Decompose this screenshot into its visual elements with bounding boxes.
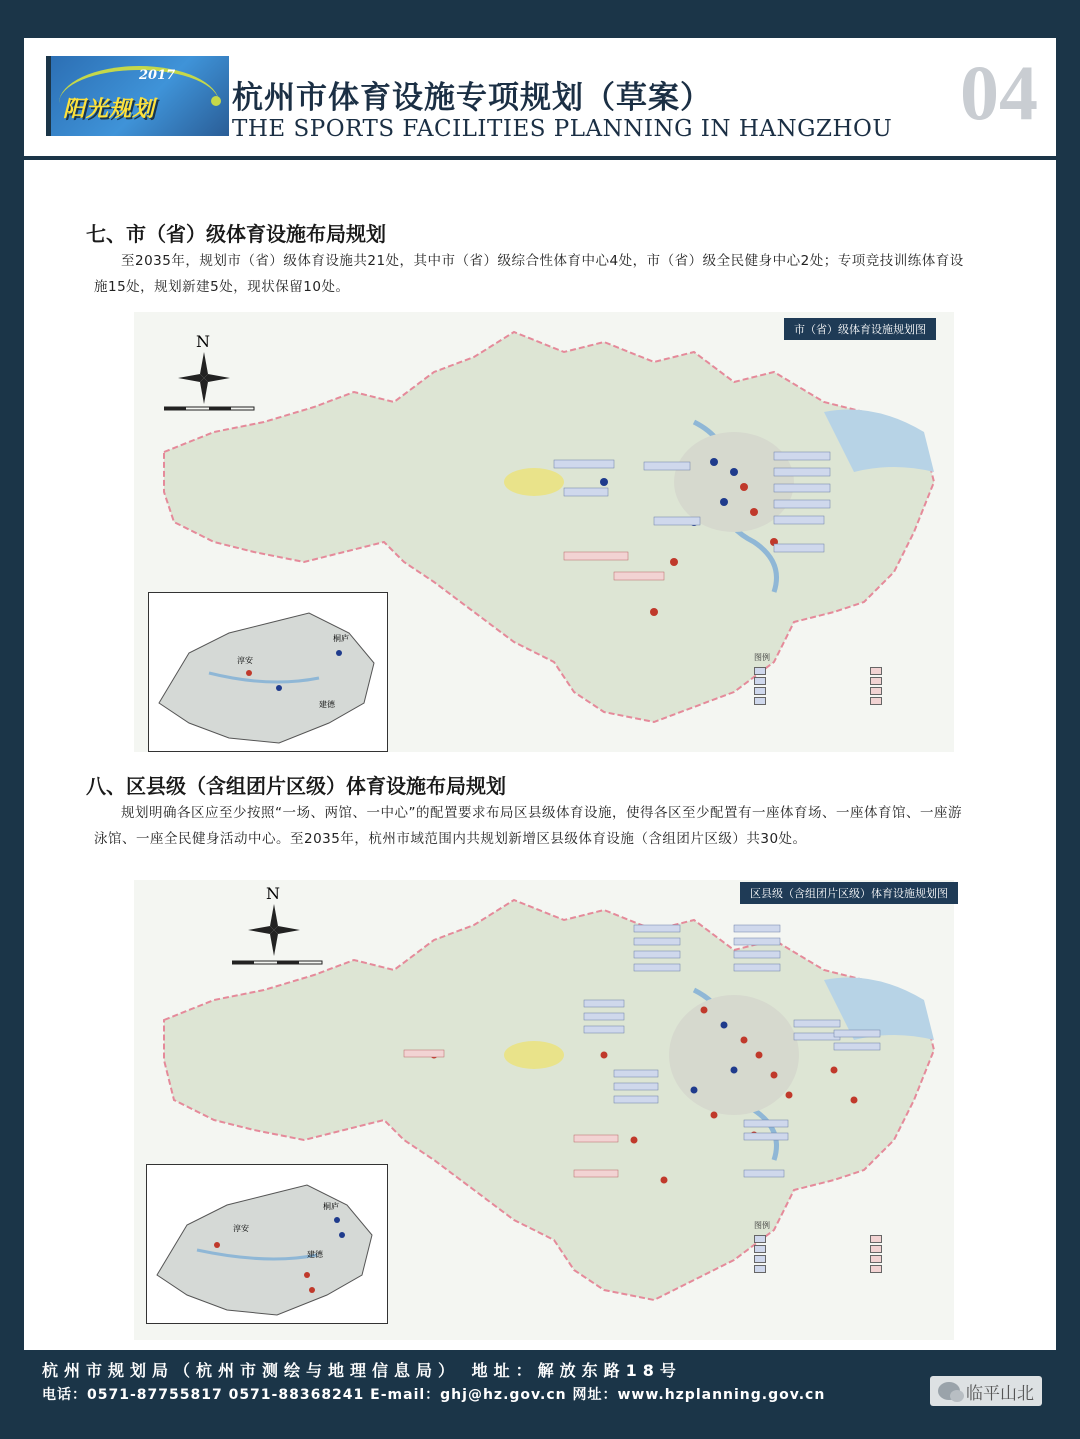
section7-legend bbox=[754, 652, 956, 707]
watermark-text: 临平山北 bbox=[966, 1383, 1034, 1404]
page-subtitle: THE SPORTS FACILITIES PLANNING IN HANGZHOU bbox=[232, 116, 893, 142]
compass-icon bbox=[244, 900, 304, 960]
section8-legend bbox=[754, 1220, 956, 1275]
content-area bbox=[24, 160, 1056, 1350]
wechat-icon bbox=[938, 1382, 960, 1400]
logo-dot bbox=[211, 96, 221, 106]
compass-north-label: N bbox=[266, 884, 280, 903]
urban-core bbox=[669, 995, 799, 1115]
compass-rose bbox=[174, 332, 234, 402]
page-number: 04 bbox=[960, 49, 1038, 136]
urban-patch bbox=[504, 468, 564, 496]
footer-contact: 电话：0571-87755817 0571-88368241 E-mail：ghj@hz.gov.cn 网址：www.hzplanning.gov.cn bbox=[42, 1387, 826, 1403]
inset-place-label: 桐庐 bbox=[333, 634, 349, 643]
section8-map-label: 区县级（含组团片区级）体育设施规划图 bbox=[740, 882, 958, 904]
section7-paragraph: 至2035年，规划市（省）级体育设施共21处，其中市（省）级综合性体育中心4处，市（省）级全民健身中心2处；专项竞技训练体育设施15处，规划新建5处，现状保留10处。 bbox=[94, 253, 964, 295]
section7-title: 七、市（省）级体育设施布局规划 bbox=[86, 222, 386, 246]
inset-map-svg bbox=[149, 593, 387, 751]
section7-map bbox=[134, 312, 954, 752]
inset-place-label: 淳安 bbox=[233, 1224, 249, 1233]
footer-org-address: 杭州市规划局（杭州市测绘与地理信息局） 地址：解放东路18号 bbox=[42, 1361, 682, 1380]
logo-brand: 阳光规划 bbox=[63, 97, 156, 122]
scale-bar bbox=[232, 958, 332, 970]
inset-map-svg bbox=[147, 1165, 387, 1323]
watermark bbox=[930, 1376, 1042, 1406]
inset-place-label: 淳安 bbox=[237, 656, 253, 665]
section7-inset-map bbox=[148, 592, 388, 752]
scale-bar bbox=[164, 404, 264, 416]
section8-paragraph: 规划明确各区应至少按照“一场、两馆、一中心”的配置要求布局区县级体育设施，使得各区至少配置有一座体育场、一座体育馆、一座游泳馆、一座全民健身活动中心。至2035年，杭州市域范围内共规划新增区县级体育设施（含组团片区级）共30处。 bbox=[94, 805, 962, 847]
compass-north-label: N bbox=[196, 332, 210, 351]
page-footer bbox=[0, 1352, 1080, 1439]
logo-year: 2017 bbox=[139, 68, 176, 83]
urban-patch bbox=[504, 1041, 564, 1069]
logo bbox=[46, 56, 229, 136]
legend-title: 图例 bbox=[754, 653, 770, 662]
section8-inset-map bbox=[146, 1164, 388, 1324]
compass-icon bbox=[174, 348, 234, 408]
section8-title: 八、区县级（含组团片区级）体育设施布局规划 bbox=[86, 774, 506, 798]
inset-place-label: 建德 bbox=[319, 700, 335, 709]
section7-map-label: 市（省）级体育设施规划图 bbox=[784, 318, 936, 340]
section8-map bbox=[134, 880, 954, 1340]
compass-rose bbox=[244, 884, 304, 954]
legend-title: 图例 bbox=[754, 1221, 770, 1230]
page-header bbox=[24, 38, 1056, 159]
inset-place-label: 桐庐 bbox=[323, 1202, 339, 1211]
page-title: 杭州市体育设施专项规划（草案） bbox=[232, 80, 712, 116]
inset-place-label: 建德 bbox=[307, 1250, 323, 1259]
